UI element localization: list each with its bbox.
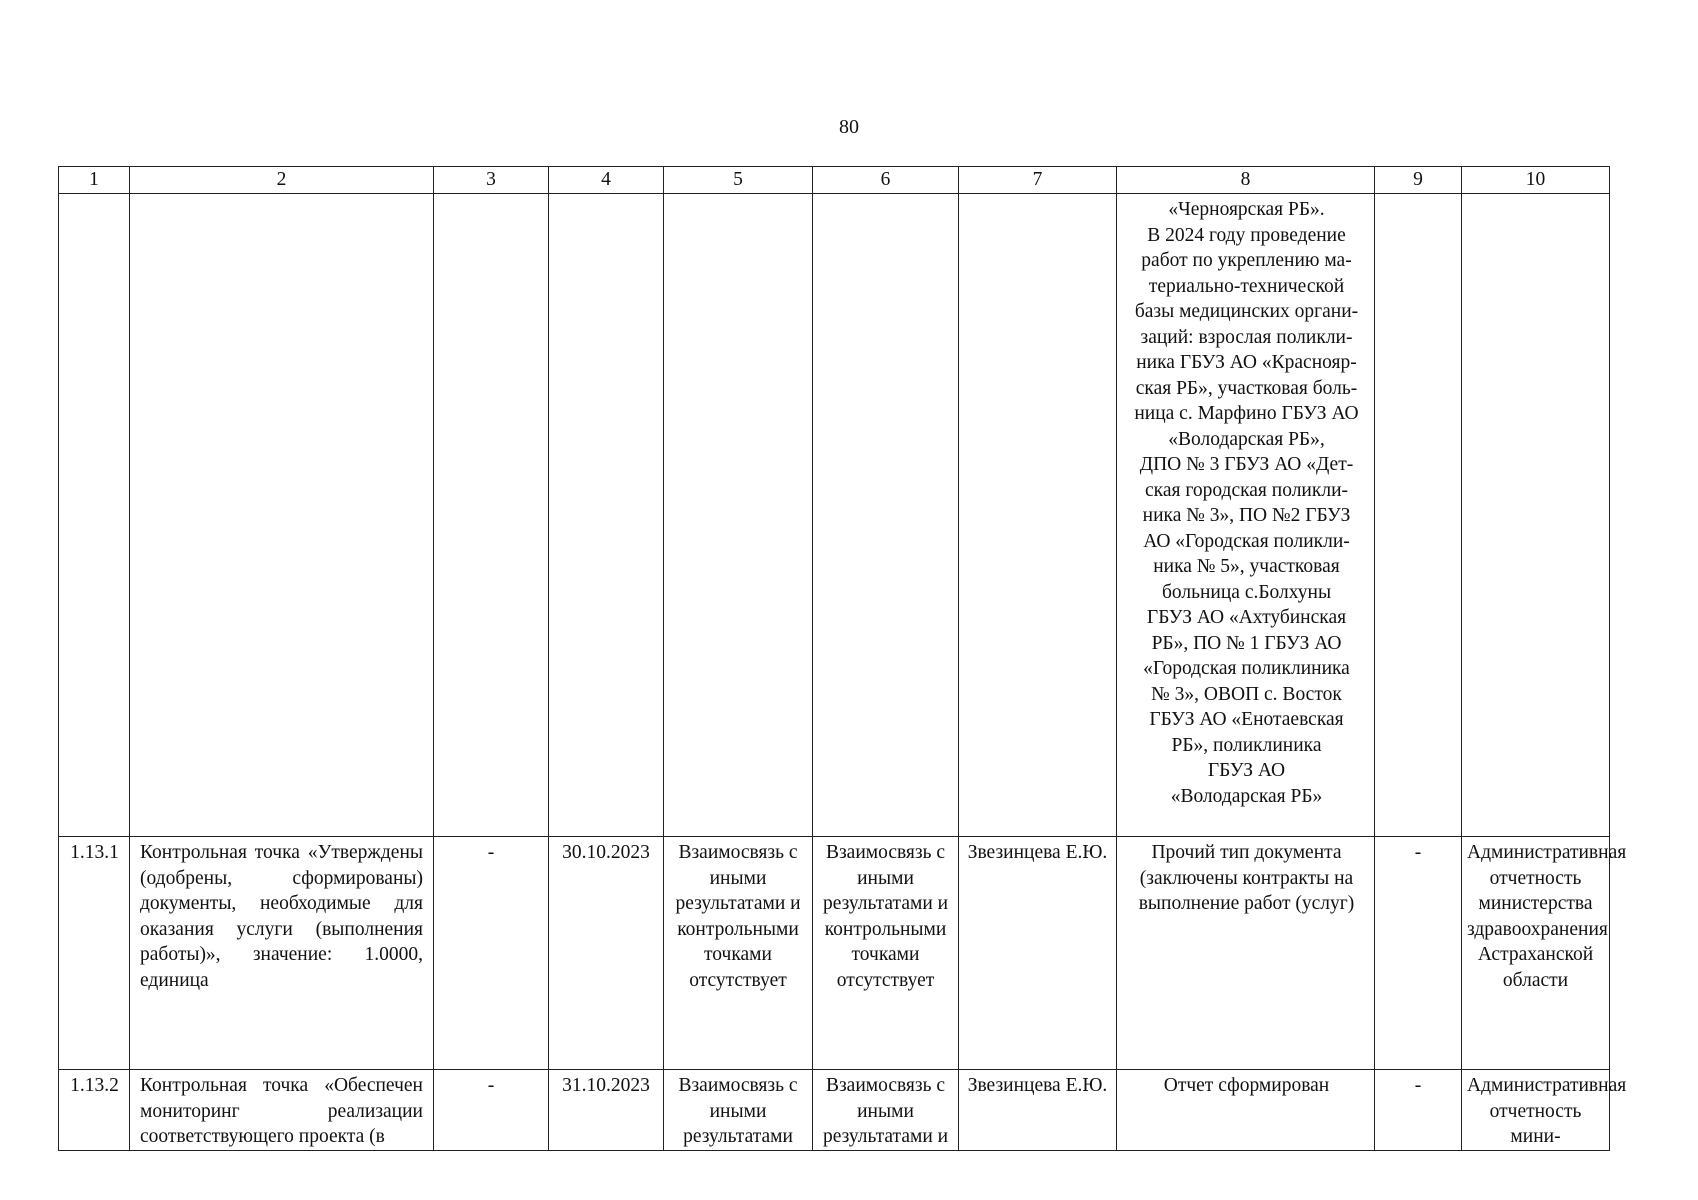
text-line: заций: взрослая поликли- [1140, 326, 1353, 348]
text-line: ДПО № 3 ГБУЗ АО «Дет- [1139, 454, 1354, 475]
cell-col3: - [434, 837, 549, 1070]
cell-col9: - [1375, 1070, 1462, 1151]
cell-relation-2: Взаимосвязь с иными результатами и контрольными точками отсутствует [813, 837, 959, 1070]
page-number: 80 [839, 116, 859, 138]
text-line: ница с. Марфино ГБУЗ АО [1134, 403, 1359, 424]
text-line: ГБУЗ АО «Ахтубинская [1146, 607, 1347, 628]
cell-document-type: Отчет сформирован [1117, 1070, 1375, 1151]
header-row [59, 167, 1610, 194]
text-line: ника № 5», участковая [1153, 556, 1340, 577]
cell-document-type: Прочий тип документа (заключены контракты на выполнение работ (услуг) [1117, 837, 1375, 1070]
table-row [59, 837, 1610, 1070]
cell-empty [959, 194, 1117, 837]
cell-relation-1: Взаимосвязь с иными результатами и контрольными точками отсутствует [664, 837, 813, 1070]
text-line: работ по укреплению ма- [1141, 250, 1352, 271]
text-line: базы медицинских органи- [1134, 301, 1359, 322]
text-line: больница с.Болхуны [1161, 581, 1332, 603]
text-line: ская РБ», участковая боль- [1135, 377, 1358, 399]
text-line: № 3», ОВОП с. Восток [1151, 683, 1342, 705]
cell-date: 30.10.2023 [549, 837, 664, 1070]
text-line: ника № 3», ПО №2 ГБУЗ [1142, 505, 1351, 526]
text-line: «Володарская РБ», [1168, 428, 1325, 450]
text-line: «Володарская РБ» [1170, 785, 1323, 807]
cell-responsible: Звезинцева Е.Ю. [959, 837, 1117, 1070]
text-line: АО «Городская поликли- [1143, 530, 1350, 552]
cell-description: Контрольная точка «Обеспечен мониторинг реализации соответствующего проекта (в [130, 1070, 434, 1151]
text-line: ника ГБУЗ АО «Краснояр- [1136, 352, 1357, 373]
text-line: В 2024 году проведение [1147, 224, 1346, 246]
cell-date: 31.10.2023 [549, 1070, 664, 1151]
col-header-2: 2 [130, 167, 434, 194]
text-line: «Городская поликлиника [1143, 658, 1350, 679]
cell-relation-1: Взаимосвязь с иными результатами [664, 1070, 813, 1151]
col-header-9: 9 [1375, 167, 1462, 194]
cell-col3: - [434, 1070, 549, 1151]
cell-empty [1462, 194, 1610, 837]
text-line: ГБУЗ АО «Енотаевская [1149, 709, 1344, 730]
table-row-continuation [59, 194, 1610, 837]
text-line: РБ», поликлиника [1171, 734, 1322, 756]
col-header-10: 10 [1462, 167, 1610, 194]
col-header-6: 6 [813, 167, 959, 194]
col-header-5: 5 [664, 167, 813, 194]
col-header-7: 7 [959, 167, 1117, 194]
cell-empty [1375, 194, 1462, 837]
col-header-1: 1 [59, 167, 130, 194]
text-line: ГБУЗ АО [1207, 760, 1286, 781]
table-row [59, 1070, 1610, 1151]
cell-empty [130, 194, 434, 837]
col-header-3: 3 [434, 167, 549, 194]
cell-col9: - [1375, 837, 1462, 1070]
cell-empty [59, 194, 130, 837]
cell-number: 1.13.1 [59, 837, 130, 1070]
cell-continuation-text [1117, 194, 1375, 837]
main-table [58, 166, 1627, 1151]
cell-number: 1.13.2 [59, 1070, 130, 1151]
text-line: ская городская поликли- [1144, 479, 1349, 501]
text-line: РБ», ПО № 1 ГБУЗ АО [1151, 632, 1342, 654]
text-line: териально-технической [1148, 275, 1345, 297]
cell-empty [813, 194, 959, 837]
cell-source: Административная отчетность министерства здравоохранения Астраханской области [1462, 837, 1610, 1070]
cell-responsible: Звезинцева Е.Ю. [959, 1070, 1117, 1151]
text-line: «Черноярская РБ». [1168, 199, 1325, 220]
cell-description: Контрольная точка «Утверждены (одобрены, сформированы) документы, необходимые для оказания услуги (выполнения работы)», значение: 1.0000, единица [130, 837, 434, 1070]
cell-empty [434, 194, 549, 837]
cell-empty [549, 194, 664, 837]
cell-relation-2: Взаимосвязь с иными результатами и [813, 1070, 959, 1151]
col-header-8: 8 [1117, 167, 1375, 194]
cell-empty [664, 194, 813, 837]
cell-source: Административная отчетность мини- [1462, 1070, 1610, 1151]
col-header-4: 4 [549, 167, 664, 194]
